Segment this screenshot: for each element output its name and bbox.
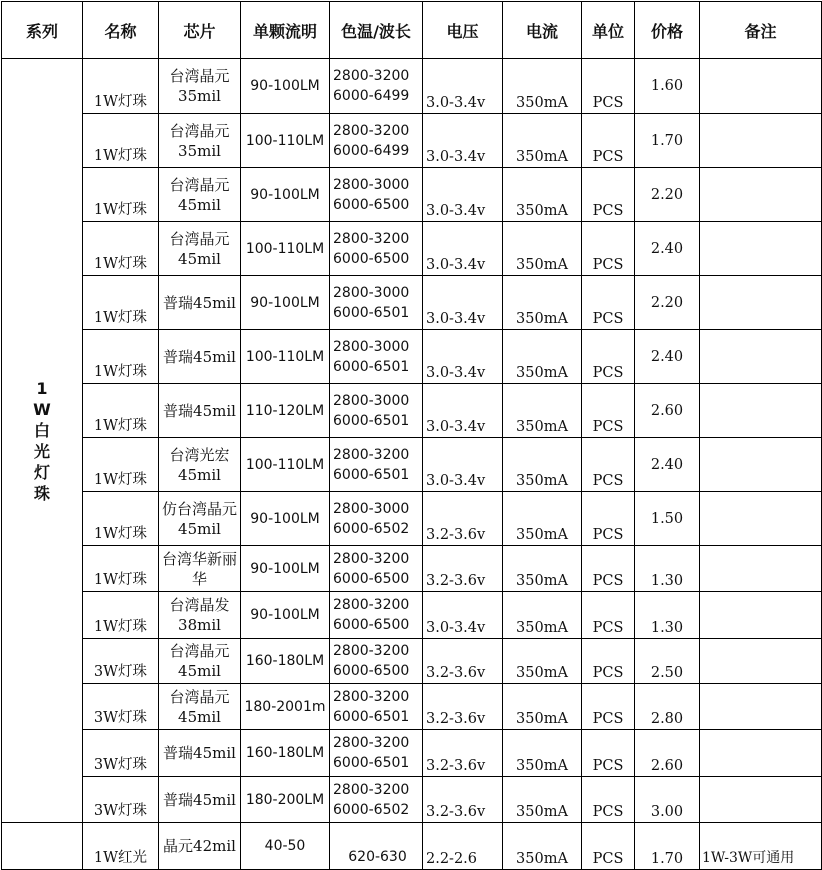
price-cell: 2.60 (635, 730, 700, 777)
price-cell: 2.80 (635, 684, 700, 730)
chip-cell: 普瑞45mil (159, 777, 241, 823)
voltage-cell: 3.0-3.4v (423, 384, 503, 438)
voltage-cell: 2.2-2.6 (423, 823, 503, 870)
color-temp-range: 2800-3000 (333, 392, 410, 409)
color-temp-cell (330, 639, 423, 684)
product-name: 3W灯珠 (83, 684, 159, 730)
color-temp-range: 6000-6501 (333, 755, 410, 771)
lumen-cell: 90-100LM (241, 492, 330, 546)
chip-cell: 普瑞45mil (159, 330, 241, 384)
table-row (2, 114, 822, 168)
table-row (2, 684, 822, 730)
chip-cell: 台湾晶元45mil (159, 684, 241, 730)
color-temp-cell (330, 384, 423, 438)
color-temp-range: 6000-6500 (333, 663, 410, 679)
current-cell: 350mA (503, 730, 582, 777)
price-cell: 2.40 (635, 222, 700, 276)
table-row (2, 59, 822, 114)
color-temp-range: 6000-6499 (333, 142, 410, 159)
series-char: 1 (36, 378, 48, 398)
color-temp-range: 6000-6502 (333, 801, 410, 818)
lumen-cell: 160-180LM (241, 639, 330, 684)
color-temp-range: 2800-3200 (333, 735, 410, 751)
color-temp-cell (330, 730, 423, 777)
note-cell (700, 222, 822, 276)
color-temp-range: 2800-3000 (333, 500, 410, 517)
color-temp-cell (330, 438, 423, 492)
voltage-cell: 3.0-3.4v (423, 222, 503, 276)
note-cell (700, 114, 822, 168)
series-cell (2, 59, 83, 823)
color-temp-range: 2800-3200 (333, 643, 410, 659)
color-temp-range: 6000-6500 (333, 570, 410, 587)
note-cell (700, 492, 822, 546)
header-voltage: 电压 (423, 2, 503, 59)
current-cell: 350mA (503, 114, 582, 168)
chip-cell: 台湾晶元45mil (159, 639, 241, 684)
product-name: 1W灯珠 (83, 59, 159, 114)
current-cell: 350mA (503, 384, 582, 438)
color-temp-range: 6000-6501 (333, 708, 410, 725)
price-cell: 1.70 (635, 823, 700, 870)
product-name: 3W灯珠 (83, 639, 159, 684)
lumen-cell: 180-2001m (241, 684, 330, 730)
voltage-cell: 3.0-3.4v (423, 59, 503, 114)
color-temp-range: 2800-3200 (333, 122, 410, 139)
header-price: 价格 (635, 2, 700, 59)
note-cell (700, 168, 822, 222)
product-name: 1W灯珠 (83, 546, 159, 592)
product-name: 1W灯珠 (83, 330, 159, 384)
note-cell (700, 639, 822, 684)
product-name: 1W灯珠 (83, 438, 159, 492)
voltage-cell: 3.2-3.6v (423, 730, 503, 777)
lumen-cell: 160-180LM (241, 730, 330, 777)
unit-cell: PCS (582, 730, 635, 777)
series-cell (2, 823, 83, 870)
color-temp-cell (330, 823, 423, 870)
series-char: 珠 (33, 483, 50, 503)
current-cell: 350mA (503, 330, 582, 384)
table-row (2, 168, 822, 222)
current-cell: 350mA (503, 276, 582, 330)
color-temp-range: 6000-6500 (333, 196, 410, 213)
color-temp-range: 6000-6500 (333, 617, 410, 633)
color-temp-range: 2800-3000 (333, 176, 410, 193)
color-temp-range: 6000-6501 (333, 358, 410, 375)
current-cell: 350mA (503, 546, 582, 592)
color-temp-cell (330, 777, 423, 823)
unit-cell: PCS (582, 276, 635, 330)
voltage-cell: 3.0-3.4v (423, 114, 503, 168)
color-temp-range: 620-630 (348, 849, 407, 865)
product-name: 1W灯珠 (83, 114, 159, 168)
unit-cell: PCS (582, 592, 635, 639)
header-current: 电流 (503, 2, 582, 59)
table-row (2, 592, 822, 639)
color-temp-range: 6000-6501 (333, 466, 410, 483)
note-cell (700, 59, 822, 114)
color-temp-range: 2800-3000 (333, 338, 410, 355)
unit-cell: PCS (582, 438, 635, 492)
voltage-cell: 3.2-3.6v (423, 639, 503, 684)
note-cell (700, 276, 822, 330)
unit-cell: PCS (582, 492, 635, 546)
price-cell: 1.70 (635, 114, 700, 168)
lumen-cell: 90-100LM (241, 592, 330, 639)
header-series: 系列 (2, 2, 83, 59)
price-cell: 2.60 (635, 384, 700, 438)
voltage-cell: 3.0-3.4v (423, 168, 503, 222)
table-row (2, 330, 822, 384)
product-name: 1W灯珠 (83, 384, 159, 438)
voltage-cell: 3.2-3.6v (423, 546, 503, 592)
unit-cell: PCS (582, 114, 635, 168)
price-cell: 2.20 (635, 168, 700, 222)
table-row (2, 639, 822, 684)
table-row (2, 823, 822, 870)
lumen-cell: 100-110LM (241, 438, 330, 492)
product-name: 1W灯珠 (83, 222, 159, 276)
price-cell: 1.30 (635, 592, 700, 639)
chip-cell: 普瑞45mil (159, 384, 241, 438)
lumen-cell: 180-200LM (241, 777, 330, 823)
lumen-cell: 110-120LM (241, 384, 330, 438)
color-temp-range: 2800-3200 (333, 230, 410, 247)
note-cell: 1W-3W可通用 (700, 823, 822, 870)
color-temp-cell (330, 546, 423, 592)
note-cell (700, 684, 822, 730)
current-cell: 350mA (503, 168, 582, 222)
chip-cell: 普瑞45mil (159, 730, 241, 777)
color-temp-cell (330, 492, 423, 546)
unit-cell: PCS (582, 59, 635, 114)
unit-cell: PCS (582, 823, 635, 870)
unit-cell: PCS (582, 222, 635, 276)
color-temp-cell (330, 168, 423, 222)
lumen-cell: 100-110LM (241, 114, 330, 168)
note-cell (700, 730, 822, 777)
table-row (2, 276, 822, 330)
color-temp-range: 2800-3200 (333, 446, 410, 463)
note-cell (700, 330, 822, 384)
table-row (2, 384, 822, 438)
table-row (2, 777, 822, 823)
product-name: 3W灯珠 (83, 730, 159, 777)
current-cell: 350mA (503, 639, 582, 684)
chip-cell: 台湾晶发38mil (159, 592, 241, 639)
current-cell: 350mA (503, 777, 582, 823)
unit-cell: PCS (582, 168, 635, 222)
color-temp-range: 6000-6502 (333, 520, 410, 537)
voltage-cell: 3.0-3.4v (423, 330, 503, 384)
voltage-cell: 3.0-3.4v (423, 276, 503, 330)
table-row (2, 222, 822, 276)
note-cell (700, 546, 822, 592)
color-temp-cell (330, 222, 423, 276)
chip-cell: 台湾晶元35mil (159, 114, 241, 168)
unit-cell: PCS (582, 639, 635, 684)
color-temp-range: 6000-6500 (333, 250, 410, 267)
lumen-cell: 100-110LM (241, 222, 330, 276)
color-temp-cell (330, 276, 423, 330)
product-name: 1W红光 (83, 823, 159, 870)
series-char: 光 (33, 441, 50, 461)
header-name: 名称 (83, 2, 159, 59)
color-temp-cell (330, 330, 423, 384)
price-cell: 1.50 (635, 492, 700, 546)
color-temp-range: 2800-3200 (333, 68, 410, 84)
voltage-cell: 3.2-3.6v (423, 492, 503, 546)
series-char: 白 (33, 420, 50, 440)
unit-cell: PCS (582, 330, 635, 384)
header-chip: 芯片 (159, 2, 241, 59)
price-table (1, 1, 822, 870)
color-temp-range: 2800-3200 (333, 550, 410, 567)
note-cell (700, 592, 822, 639)
unit-cell: PCS (582, 384, 635, 438)
lumen-cell: 90-100LM (241, 546, 330, 592)
unit-cell: PCS (582, 546, 635, 592)
chip-cell: 台湾光宏45mil (159, 438, 241, 492)
price-cell: 1.60 (635, 59, 700, 114)
lumen-cell: 90-100LM (241, 276, 330, 330)
lumen-cell: 40-50 (241, 823, 330, 870)
price-cell: 2.40 (635, 330, 700, 384)
current-cell: 350mA (503, 222, 582, 276)
color-temp-range: 6000-6501 (333, 412, 410, 429)
unit-cell: PCS (582, 777, 635, 823)
color-temp-range: 2800-3200 (333, 597, 410, 613)
voltage-cell: 3.0-3.4v (423, 592, 503, 639)
chip-cell: 晶元42mil (159, 823, 241, 870)
unit-cell: PCS (582, 684, 635, 730)
header-color-temp: 色温/波长 (330, 2, 423, 59)
table-row (2, 730, 822, 777)
table-row (2, 546, 822, 592)
current-cell: 350mA (503, 438, 582, 492)
note-cell (700, 438, 822, 492)
header-row (2, 2, 822, 59)
product-name: 1W灯珠 (83, 492, 159, 546)
product-name: 1W灯珠 (83, 592, 159, 639)
table-row (2, 492, 822, 546)
series-char: 灯 (33, 462, 50, 482)
voltage-cell: 3.0-3.4v (423, 438, 503, 492)
color-temp-range: 2800-3200 (333, 688, 410, 705)
color-temp-range: 2800-3000 (333, 284, 410, 301)
color-temp-range: 6000-6501 (333, 304, 410, 321)
price-cell: 2.20 (635, 276, 700, 330)
chip-cell: 台湾晶元45mil (159, 222, 241, 276)
chip-cell: 台湾晶元45mil (159, 168, 241, 222)
chip-cell: 普瑞45mil (159, 276, 241, 330)
color-temp-cell (330, 114, 423, 168)
color-temp-range: 6000-6499 (333, 88, 410, 104)
current-cell: 350mA (503, 823, 582, 870)
price-cell: 1.30 (635, 546, 700, 592)
color-temp-cell (330, 59, 423, 114)
current-cell: 350mA (503, 684, 582, 730)
header-unit: 单位 (582, 2, 635, 59)
current-cell: 350mA (503, 492, 582, 546)
lumen-cell: 90-100LM (241, 168, 330, 222)
product-name: 1W灯珠 (83, 276, 159, 330)
current-cell: 350mA (503, 592, 582, 639)
price-cell: 2.40 (635, 438, 700, 492)
product-name: 1W灯珠 (83, 168, 159, 222)
lumen-cell: 100-110LM (241, 330, 330, 384)
table-row (2, 438, 822, 492)
note-cell (700, 384, 822, 438)
color-temp-range: 2800-3200 (333, 781, 410, 798)
lumen-cell: 90-100LM (241, 59, 330, 114)
header-lumen: 单颗流明 (241, 2, 330, 59)
voltage-cell: 3.2-3.6v (423, 777, 503, 823)
price-cell: 2.50 (635, 639, 700, 684)
chip-cell: 台湾华新丽华 (159, 546, 241, 592)
note-cell (700, 777, 822, 823)
voltage-cell: 3.2-3.6v (423, 684, 503, 730)
header-note: 备注 (700, 2, 822, 59)
chip-cell: 仿台湾晶元45mil (159, 492, 241, 546)
series-char: W (33, 399, 51, 419)
price-cell: 3.00 (635, 777, 700, 823)
color-temp-cell (330, 592, 423, 639)
current-cell: 350mA (503, 59, 582, 114)
chip-cell: 台湾晶元35mil (159, 59, 241, 114)
color-temp-cell (330, 684, 423, 730)
product-name: 3W灯珠 (83, 777, 159, 823)
